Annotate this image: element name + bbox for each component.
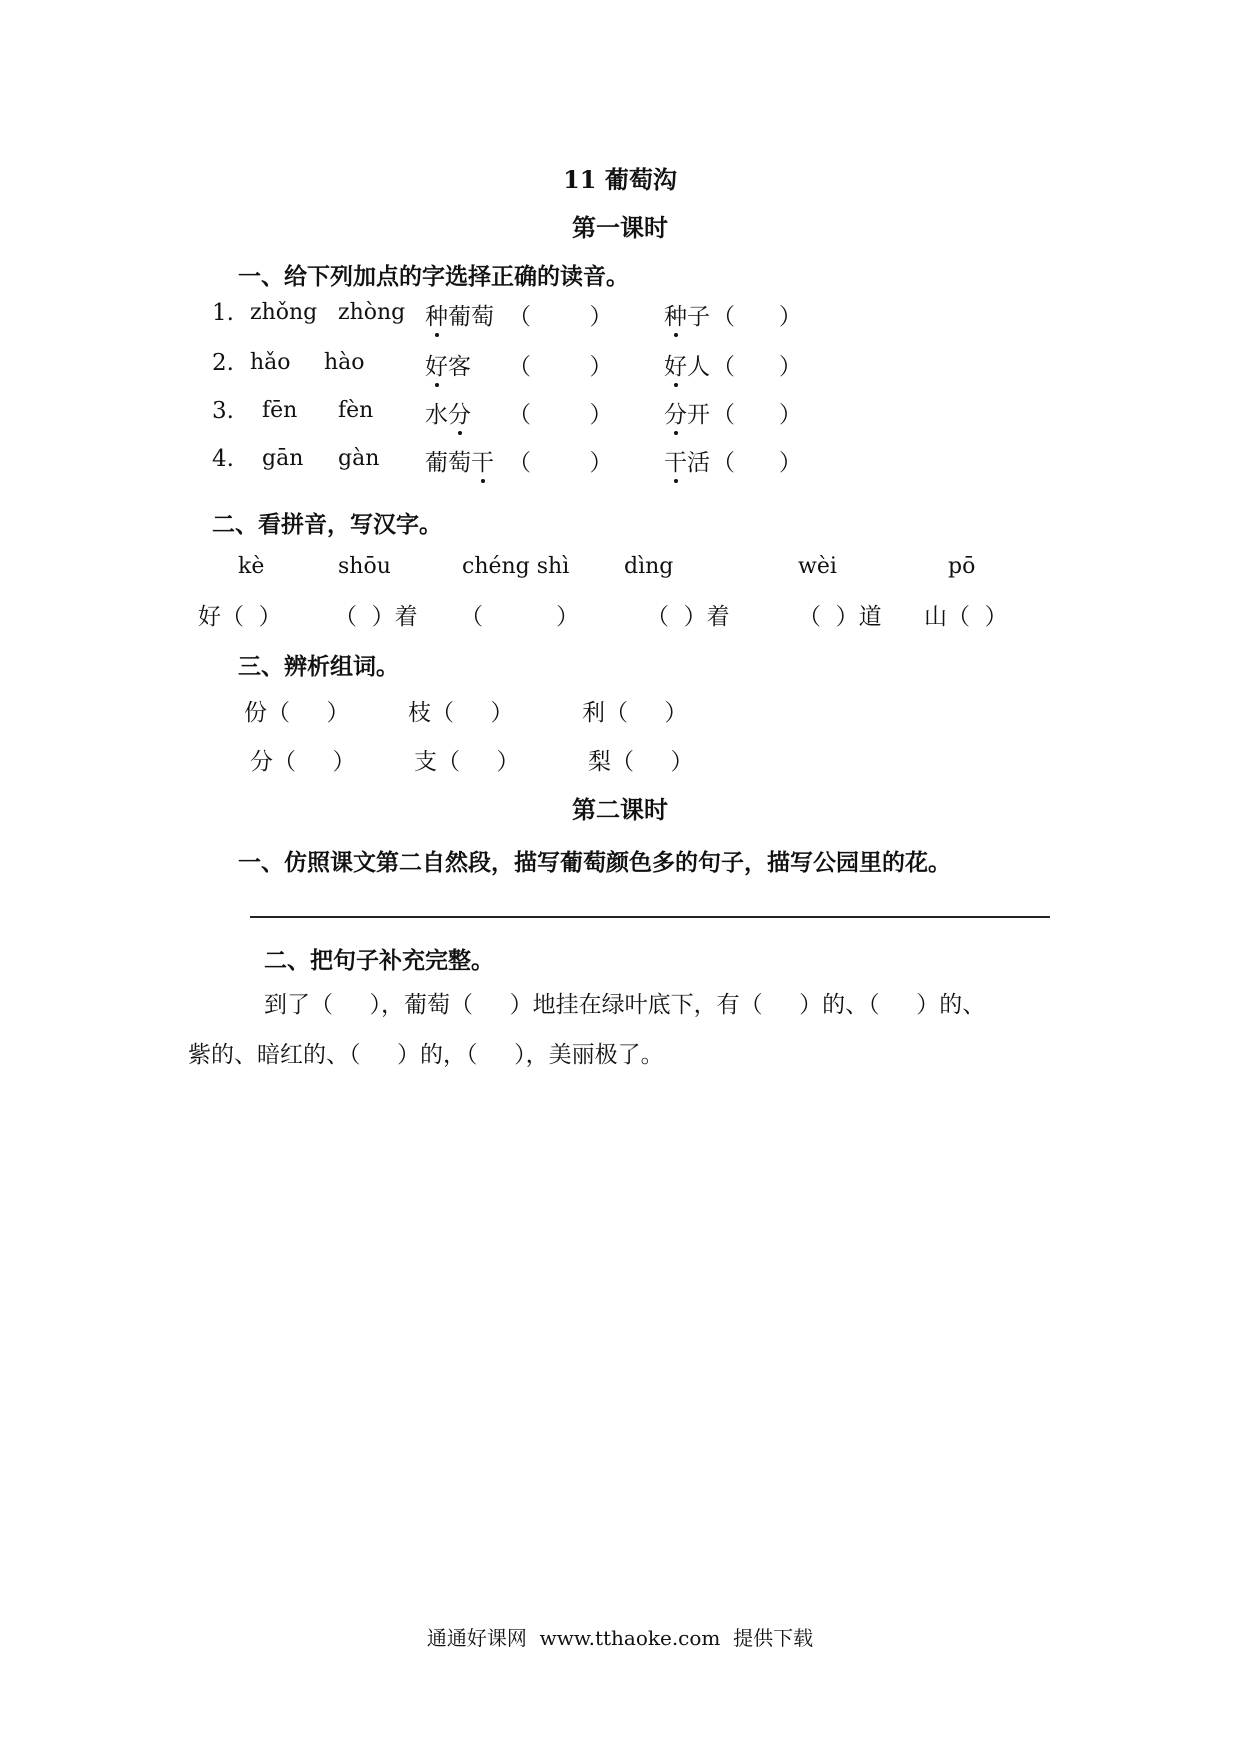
pinyin-option-2: zhòng [338, 300, 406, 325]
hanzi-blank[interactable]: 好（ ） [198, 604, 282, 630]
word-2-post: 开 [687, 402, 710, 428]
pinyin-item: dìng [624, 554, 674, 579]
word-1 [425, 444, 494, 477]
hanzi-blank[interactable]: （ ）着 [334, 604, 418, 630]
answer-blank-2[interactable]: （ ） [712, 402, 802, 428]
word-1-pre: 水 [425, 402, 448, 428]
answer-blank-1[interactable]: （ ） [508, 304, 613, 330]
word-1-post: 客 [448, 354, 471, 380]
word-2 [664, 444, 710, 477]
section1-heading: 一、给下列加点的字选择正确的读音。 [238, 264, 629, 290]
pinyin-option-1: hǎo [250, 350, 291, 375]
answer-blank-2[interactable]: （ ） [712, 450, 802, 476]
dotted-char: 好 [425, 348, 448, 381]
row-number: 3. [212, 398, 234, 424]
word-2-post: 子 [687, 304, 710, 330]
answer-blank-1[interactable]: （ ） [508, 402, 613, 428]
dotted-char: 分 [664, 396, 687, 429]
fill-in-sentence-line-1[interactable]: 到了（ ），葡萄（ ）地挂在绿叶底下，有（ ）的、（ ）的、 [264, 992, 986, 1018]
word-1-post: 葡萄 [448, 304, 494, 330]
dotted-char: 种 [425, 298, 448, 331]
pinyin-item: kè [238, 554, 265, 579]
hanzi-blank[interactable]: （ ）着 [646, 604, 730, 630]
pinyin-item: shōu [338, 554, 391, 579]
word-1 [425, 348, 471, 381]
lesson2-heading: 第二课时 [572, 795, 668, 824]
dotted-char: 种 [664, 298, 687, 331]
lesson2-section1-heading: 一、仿照课文第二自然段，描写葡萄颜色多的句子，描写公园里的花。 [238, 850, 951, 876]
hanzi-blank[interactable]: 山（ ） [924, 604, 1008, 630]
answer-line[interactable] [250, 916, 1050, 918]
answer-blank-1[interactable]: （ ） [508, 450, 613, 476]
pinyin-option-2: gàn [338, 446, 380, 471]
lesson1-heading: 第一课时 [572, 213, 668, 242]
pinyin-option-2: hào [324, 350, 365, 375]
word-1 [425, 396, 471, 429]
word-group-item[interactable]: 分（ ） [250, 749, 356, 775]
lesson2-section2-heading: 二、把句子补充完整。 [264, 948, 494, 974]
word-group-item[interactable]: 支（ ） [414, 749, 520, 775]
word-group-item[interactable]: 枝（ ） [408, 700, 514, 726]
word-1 [425, 298, 494, 331]
answer-blank-2[interactable]: （ ） [712, 304, 802, 330]
dotted-char: 分 [448, 396, 471, 429]
word-2 [664, 396, 710, 429]
word-1-pre: 葡萄 [425, 450, 471, 476]
word-2 [664, 348, 710, 381]
word-2 [664, 298, 710, 331]
page-title: 11 葡萄沟 [563, 165, 677, 194]
dotted-char: 好 [664, 348, 687, 381]
answer-blank-1[interactable]: （ ） [508, 354, 613, 380]
row-number: 2. [212, 350, 234, 376]
hanzi-blank[interactable]: （ ）道 [798, 604, 882, 630]
section2-heading: 二、看拼音，写汉字。 [212, 512, 442, 538]
dotted-char: 干 [471, 444, 494, 477]
pinyin-option-1: gān [262, 446, 304, 471]
word-group-item[interactable]: 梨（ ） [588, 749, 694, 775]
pinyin-option-1: fēn [262, 398, 298, 423]
pinyin-option-2: fèn [338, 398, 374, 423]
hanzi-blank[interactable]: （ ） [460, 604, 580, 630]
word-group-item[interactable]: 份（ ） [244, 700, 350, 726]
word-2-post: 活 [687, 450, 710, 476]
word-2-post: 人 [687, 354, 710, 380]
row-number: 1. [212, 300, 234, 326]
word-group-item[interactable]: 利（ ） [582, 700, 688, 726]
answer-blank-2[interactable]: （ ） [712, 354, 802, 380]
fill-in-sentence-line-2[interactable]: 紫的、暗红的、（ ）的，（ ），美丽极了。 [188, 1042, 664, 1068]
section3-heading: 三、辨析组词。 [238, 654, 399, 680]
pinyin-item: wèi [798, 554, 837, 579]
dotted-char: 干 [664, 444, 687, 477]
pinyin-item: chéng shì [462, 554, 570, 579]
pinyin-item: pō [948, 554, 976, 579]
footer-text: 通通好课网 www.tthaoke.com 提供下载 [426, 1626, 814, 1650]
row-number: 4. [212, 446, 234, 472]
pinyin-option-1: zhǒng [250, 300, 318, 325]
